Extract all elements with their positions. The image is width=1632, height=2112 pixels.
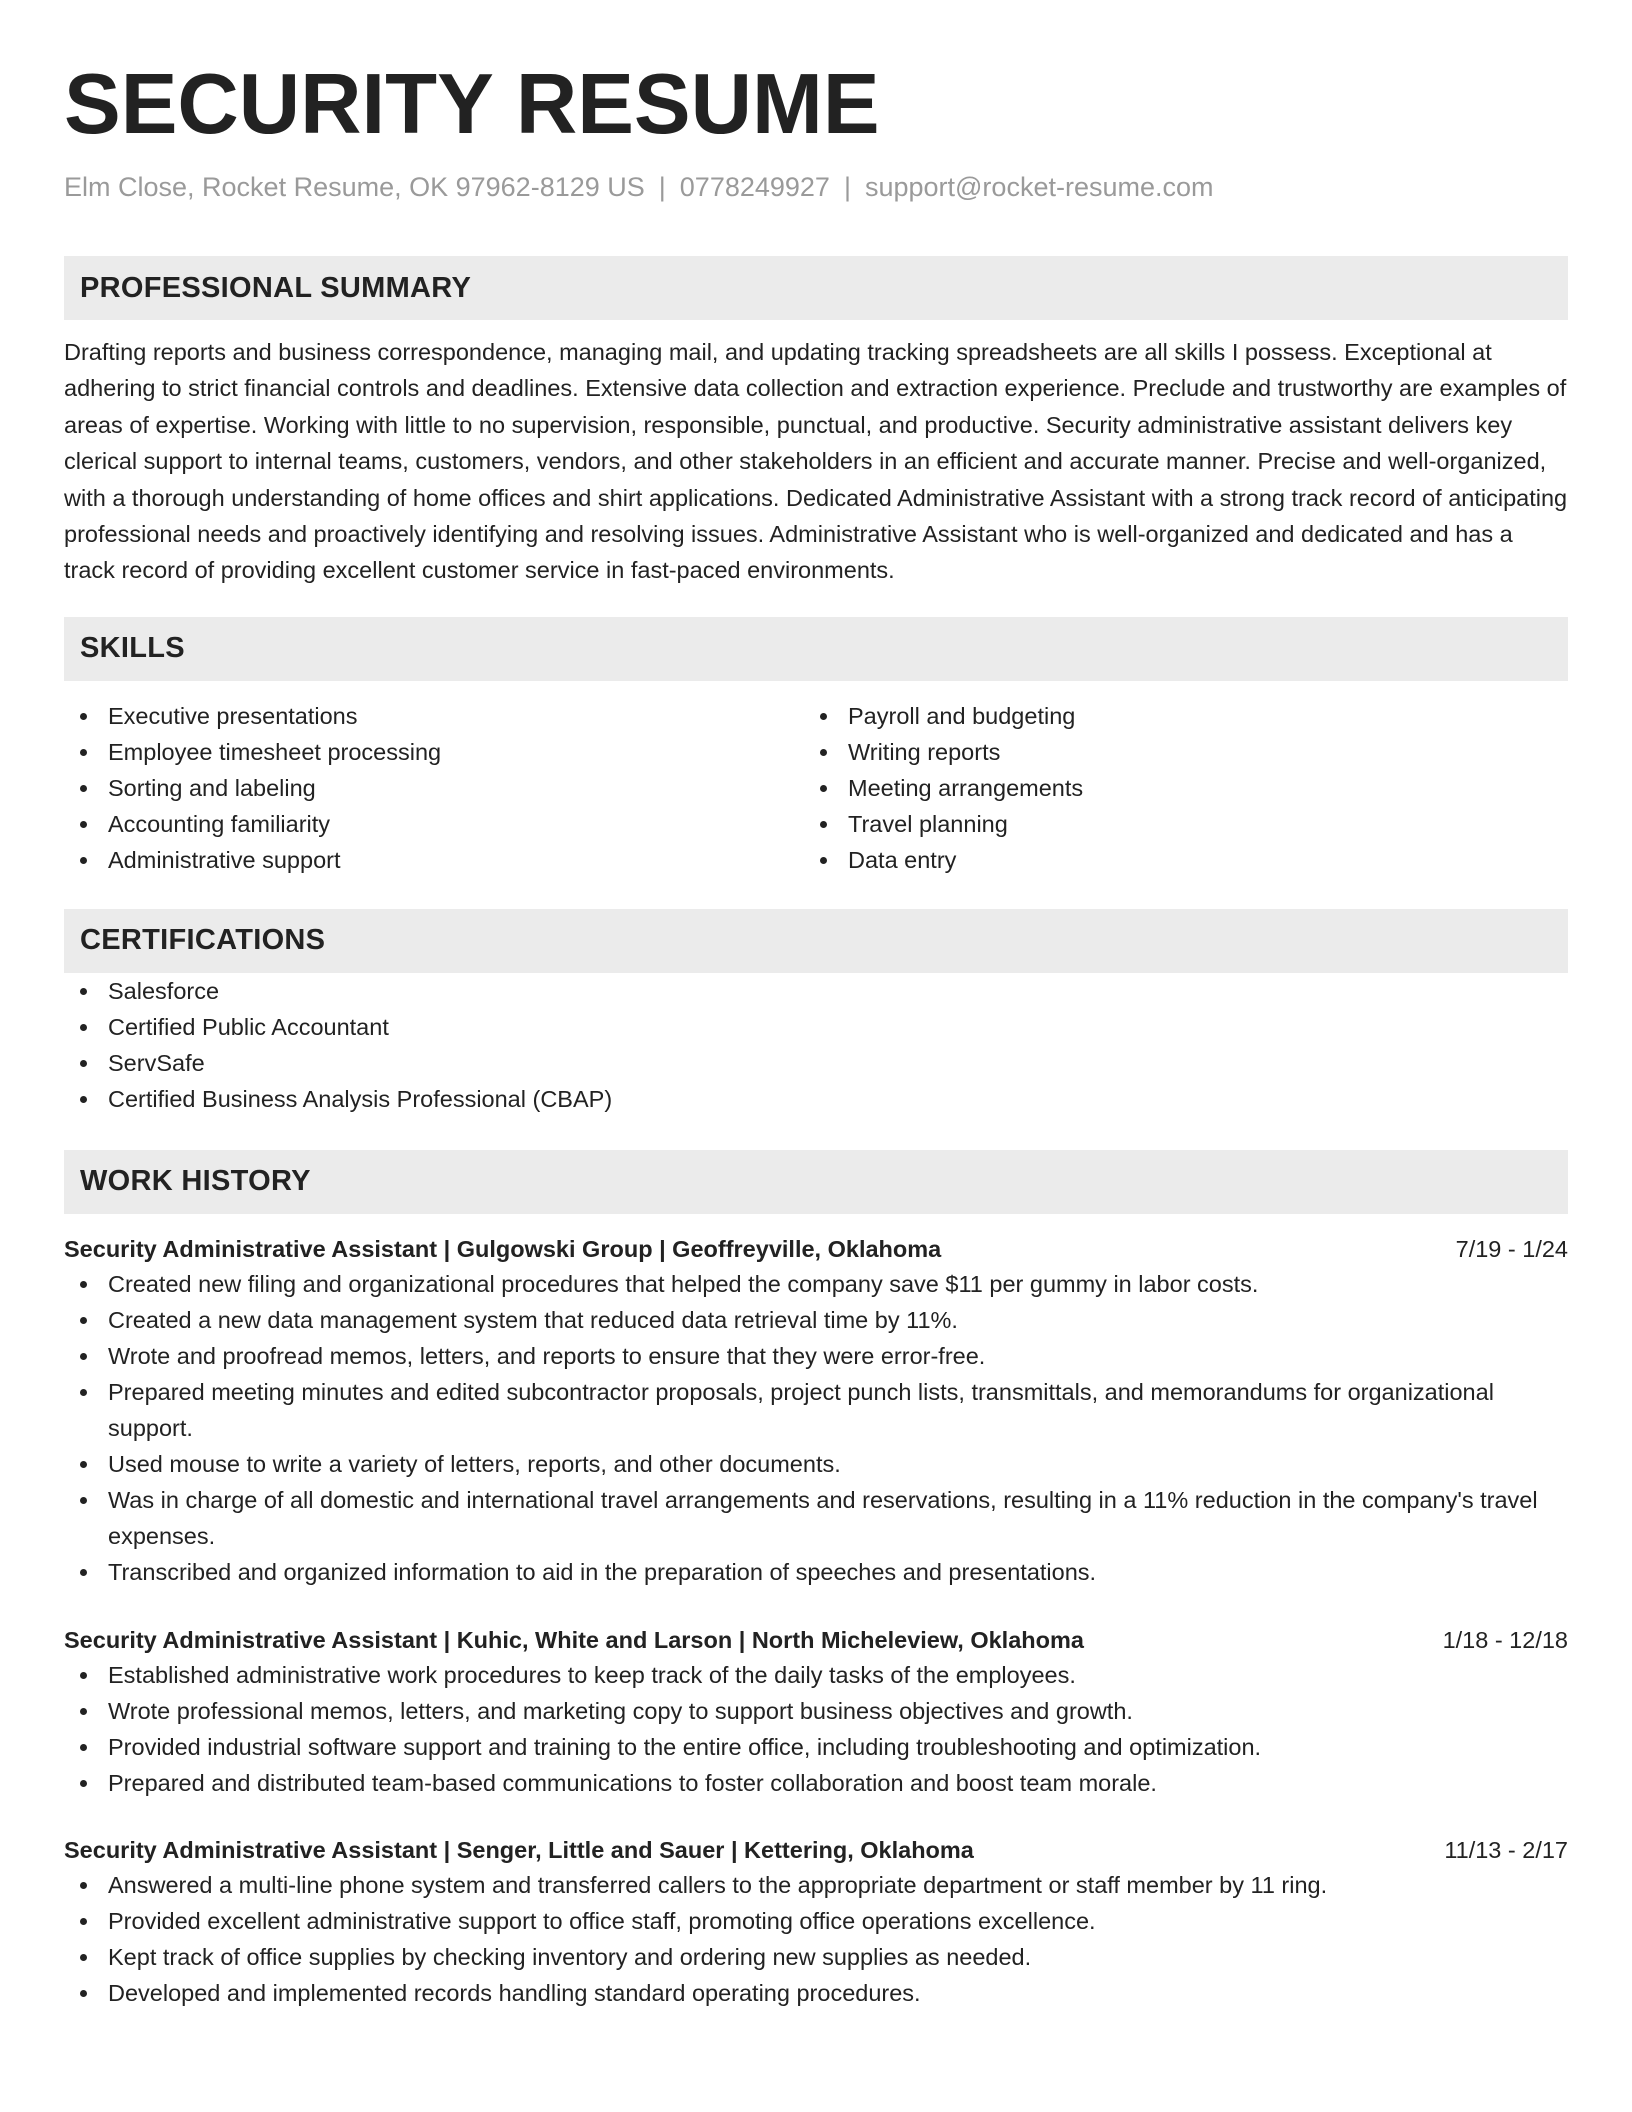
skill-item: Executive presentations bbox=[64, 698, 816, 734]
certifications-list bbox=[64, 973, 1568, 1117]
job-bullet: Established administrative work procedures to keep track of the daily tasks of the employees. bbox=[64, 1657, 1568, 1693]
summary-text: Drafting reports and business correspondence, managing mail, and updating tracking spreadsheets are all skills I possess. Exceptional at adhering to strict financial controls and deadlines. Extensive data collection and extraction experience. Preclude and trustworthy are examples of areas of expertise. Working with little to no supervision, responsible, punctual, and productive. Security administrative assistant delivers key clerical support to internal teams, customers, vendors, and other stakeholders in an efficient and accurate manner. Precise and well-organized, with a thorough understanding of home offices and shirt applications. Dedicated Administrative Assistant with a strong track record of anticipating professional needs and proactively identifying and resolving issues. Administrative Assistant who is well-organized and dedicated and has a track record of providing excellent customer service in fast-paced environments. bbox=[64, 339, 1568, 584]
job-bullet-list bbox=[64, 1867, 1568, 2011]
resume-title: SECURITY RESUME bbox=[64, 57, 880, 152]
job-title: Security Administrative Assistant | Senger, Little and Sauer | Kettering, Oklahoma bbox=[64, 1836, 974, 1863]
job-bullet: Provided industrial software support and training to the entire office, including troubleshooting and optimization. bbox=[64, 1729, 1568, 1765]
job-bullet: Prepared meeting minutes and edited subcontractor proposals, project punch lists, transmittals, and memorandums for organizational support. bbox=[64, 1374, 1568, 1446]
contact-phone: 0778249927 bbox=[679, 172, 830, 202]
section-header-summary: PROFESSIONAL SUMMARY bbox=[64, 256, 1568, 320]
job-bullet: Provided excellent administrative support to office staff, promoting office operations excellence. bbox=[64, 1903, 1568, 1939]
skill-item: Accounting familiarity bbox=[64, 806, 816, 842]
job-title: Security Administrative Assistant | Gulgowski Group | Geoffreyville, Oklahoma bbox=[64, 1235, 942, 1262]
job-entry bbox=[64, 1232, 1568, 1590]
certification-item: Certified Public Accountant bbox=[64, 1009, 1568, 1045]
contact-address: Elm Close, Rocket Resume, OK 97962-8129 US bbox=[64, 172, 645, 202]
job-bullet: Was in charge of all domestic and international travel arrangements and reservations, resulting in a 11% reduction in the company's travel expenses. bbox=[64, 1482, 1568, 1554]
job-dates: 1/18 - 12/18 bbox=[1442, 1626, 1568, 1653]
job-dates: 7/19 - 1/24 bbox=[1455, 1235, 1568, 1262]
job-bullet-list bbox=[64, 1657, 1568, 1801]
job-entry bbox=[64, 1623, 1568, 1801]
certification-item: Salesforce bbox=[64, 973, 1568, 1009]
job-bullet: Created new filing and organizational procedures that helped the company save $11 per gummy in labor costs. bbox=[64, 1266, 1568, 1302]
skill-item: Payroll and budgeting bbox=[816, 698, 1568, 734]
skill-item: Data entry bbox=[816, 842, 1568, 878]
job-bullet: Used mouse to write a variety of letters, reports, and other documents. bbox=[64, 1446, 1568, 1482]
job-dates: 11/13 - 2/17 bbox=[1444, 1836, 1568, 1863]
skills-list-left bbox=[64, 698, 816, 878]
job-bullet: Kept track of office supplies by checking inventory and ordering new supplies as needed. bbox=[64, 1939, 1568, 1975]
skill-item: Administrative support bbox=[64, 842, 816, 878]
job-bullet: Created a new data management system that reduced data retrieval time by 11%. bbox=[64, 1302, 1568, 1338]
skill-item: Writing reports bbox=[816, 734, 1568, 770]
job-bullet: Wrote and proofread memos, letters, and reports to ensure that they were error-free. bbox=[64, 1338, 1568, 1374]
contact-email: support@rocket-resume.com bbox=[864, 172, 1214, 202]
job-bullet-list bbox=[64, 1266, 1568, 1590]
section-header-certifications: CERTIFICATIONS bbox=[64, 909, 1568, 973]
skills-list-right bbox=[816, 698, 1568, 878]
contact-separator: | bbox=[843, 172, 851, 202]
skills-column-left bbox=[64, 698, 816, 878]
skill-item: Sorting and labeling bbox=[64, 770, 816, 806]
job-header bbox=[64, 1623, 1568, 1657]
skill-item: Employee timesheet processing bbox=[64, 734, 816, 770]
job-bullet: Developed and implemented records handling standard operating procedures. bbox=[64, 1975, 1568, 2011]
job-bullet: Prepared and distributed team-based communications to foster collaboration and boost team morale. bbox=[64, 1765, 1568, 1801]
certification-item: ServSafe bbox=[64, 1045, 1568, 1081]
skills-column-right bbox=[816, 698, 1568, 878]
contact-line bbox=[64, 170, 1568, 204]
section-header-work-history: WORK HISTORY bbox=[64, 1150, 1568, 1214]
skills-grid bbox=[64, 698, 1568, 878]
skill-item: Meeting arrangements bbox=[816, 770, 1568, 806]
job-title: Security Administrative Assistant | Kuhic, White and Larson | North Micheleview, Oklahoma bbox=[64, 1626, 1084, 1653]
certification-item: Certified Business Analysis Professional (CBAP) bbox=[64, 1081, 1568, 1117]
contact-separator: | bbox=[658, 172, 666, 202]
job-entry bbox=[64, 1833, 1568, 2011]
job-header bbox=[64, 1232, 1568, 1266]
job-bullet: Answered a multi-line phone system and transferred callers to the appropriate department or staff member by 11 ring. bbox=[64, 1867, 1568, 1903]
job-bullet: Transcribed and organized information to aid in the preparation of speeches and presentations. bbox=[64, 1554, 1568, 1590]
job-bullet: Wrote professional memos, letters, and marketing copy to support business objectives and growth. bbox=[64, 1693, 1568, 1729]
section-header-skills: SKILLS bbox=[64, 617, 1568, 681]
job-header bbox=[64, 1833, 1568, 1867]
skill-item: Travel planning bbox=[816, 806, 1568, 842]
